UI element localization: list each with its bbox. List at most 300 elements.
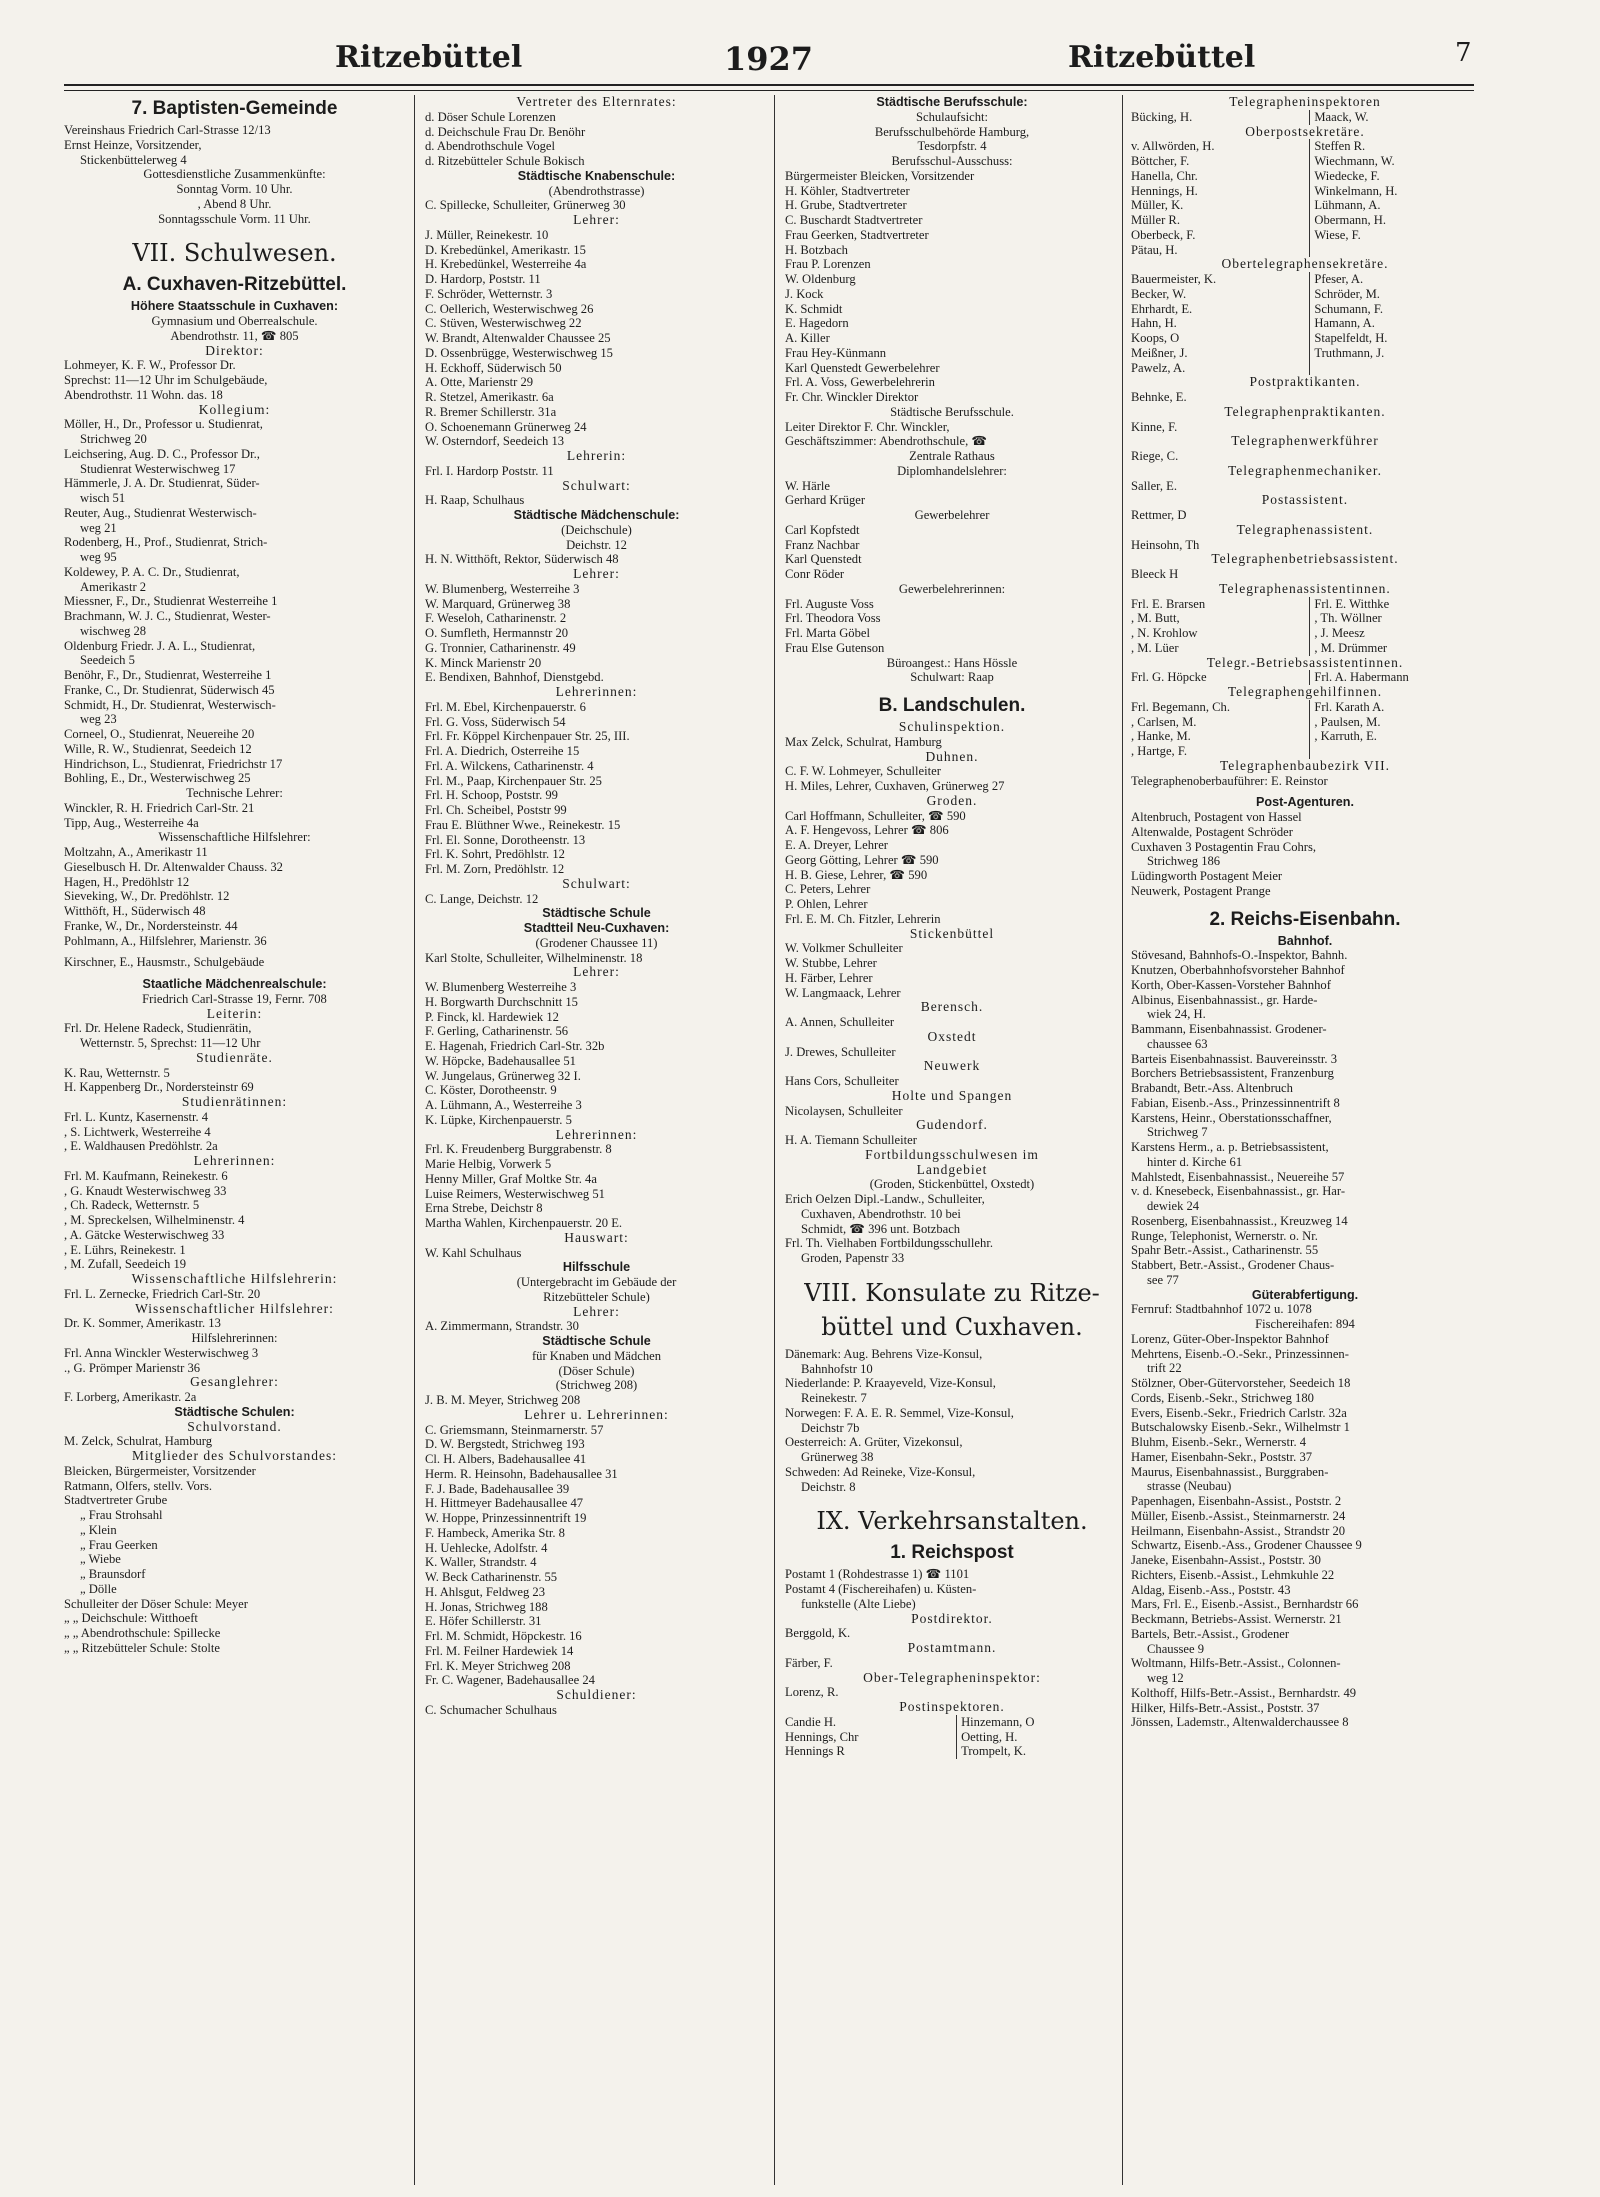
text-line: hinter d. Kirche 61 xyxy=(1147,1154,1243,1169)
text-line: C. Köster, Dorotheenstr. 9 xyxy=(425,1083,557,1098)
two-column-entry xyxy=(1131,169,1479,184)
text-line: Stadtvertreter Grube xyxy=(64,1493,168,1508)
chapter-heading: VIII. Konsulate zu Ritze- xyxy=(804,1278,1100,1307)
spacer xyxy=(64,948,405,955)
two-column-entry xyxy=(1131,213,1479,228)
text-line: Butschalowsky Eisenb.-Sekr., Wilhelmstr 1 xyxy=(1131,1420,1350,1435)
text-line: C. Stüven, Westerwischweg 22 xyxy=(425,316,582,331)
two-column-entry xyxy=(1131,700,1479,715)
text-line: E. Höfer Schillerstr. 31 xyxy=(425,1614,542,1629)
text-line: F. Hambeck, Amerika Str. 8 xyxy=(425,1525,565,1540)
text-line: Franke, C., Dr. Studienrat, Süderwisch 45 xyxy=(64,682,275,697)
text-line: C. Spillecke, Schulleiter, Grünerweg 30 xyxy=(425,198,626,213)
text-line: Frl. Theodora Voss xyxy=(785,611,881,626)
text-line: Strichweg 7 xyxy=(1147,1125,1208,1140)
text-line: H. Krebedünkel, Westerreihe 4a xyxy=(425,257,587,272)
entry-left: Ehrhardt, E. xyxy=(1131,301,1193,316)
entry-left: Koops, O xyxy=(1131,331,1180,345)
entry-left: Müller R. xyxy=(1131,213,1180,227)
role-heading: Groden. xyxy=(926,792,978,808)
text-line: Frl. G. Voss, Süderwisch 54 xyxy=(425,714,566,729)
text-line: Cords, Eisenb.-Sekr., Strichweg 180 xyxy=(1131,1390,1314,1405)
section-heading: A. Cuxhaven-Ritzebüttel. xyxy=(122,274,347,296)
chapter-heading: büttel und Cuxhaven. xyxy=(821,1312,1083,1341)
text-line: , M. Zufall, Seedeich 19 xyxy=(64,1257,187,1272)
text-line: O. Schoenemann Grünerweg 24 xyxy=(425,419,587,434)
text-line: „ „ Ritzebütteler Schule: Stolte xyxy=(64,1640,220,1655)
subsection-heading: Städtische Schule xyxy=(542,1334,651,1348)
entry-right: Winkelmann, H. xyxy=(1309,184,1479,199)
entry-left: Bauermeister, K. xyxy=(1131,272,1217,286)
text-line: Sprechst: 11—12 Uhr im Schulgebäude, xyxy=(64,373,268,387)
text-line: Hamer, Eisenbahn-Sekr., Poststr. 37 xyxy=(1131,1449,1313,1464)
text-line: Studienrat Westerwischweg 17 xyxy=(80,461,236,476)
text-line: Heilmann, Eisenbahn-Assist., Strandstr 20 xyxy=(1131,1523,1346,1538)
text-line: Lorenz, Güter-Ober-Inspektor Bahnhof xyxy=(1131,1331,1329,1346)
text-line: Gieselbusch H. Dr. Altenwalder Chauss. 32 xyxy=(64,859,283,874)
text-line: Frl. Th. Vielhaben Fortbildungsschullehr. xyxy=(785,1236,993,1251)
text-line: Frl. M. Ebel, Kirchenpauerstr. 6 xyxy=(425,699,586,714)
text-line: Stickenbüttelerweg 4 xyxy=(80,152,187,167)
text-line: P. Ohlen, Lehrer xyxy=(785,897,868,911)
entry-right: Lühmann, A. xyxy=(1309,198,1479,213)
role-heading: Kollegium: xyxy=(198,401,271,417)
text-line: Frl. L. Zernecke, Friedrich Carl-Str. 20 xyxy=(64,1286,261,1301)
role-heading: Postdirektor. xyxy=(911,1610,993,1626)
text-line: Kirschner, E., Hausmstr., Schulgebäude xyxy=(64,955,265,970)
two-column-entry xyxy=(1131,139,1479,154)
text-line: Bürgermeister Bleicken, Vorsitzender xyxy=(785,168,975,183)
text-line: Cl. H. Albers, Badehausallee 41 xyxy=(425,1452,587,1466)
text-line: weg 95 xyxy=(80,550,117,564)
text-line: H. N. Witthöft, Rektor, Süderwisch 48 xyxy=(425,552,619,567)
role-heading: Telegraphenpraktikanten. xyxy=(1224,403,1386,419)
text-line: Frl. H. Schoop, Poststr. 99 xyxy=(425,788,558,803)
text-line: Winckler, R. H. Friedrich Carl-Str. 21 xyxy=(64,800,255,815)
text-line: Carl Hoffmann, Schulleiter, ☎ 590 xyxy=(785,808,966,823)
text-line: Wetternstr. 5, Sprechst: 11—12 Uhr xyxy=(80,1036,261,1050)
text-line: Cuxhaven 3 Postagentin Frau Cohrs, xyxy=(1131,839,1317,854)
role-heading: Mitglieder des Schulvorstandes: xyxy=(132,1448,337,1463)
entry-left: Frl. Begemann, Ch. xyxy=(1131,699,1230,714)
text-line: Runge, Telephonist, Wernerstr. o. Nr. xyxy=(1131,1228,1318,1243)
role-heading: Telegraphenbetriebsassistent. xyxy=(1211,551,1399,567)
role-heading: Wissenschaftliche Hilfslehrerin: xyxy=(131,1271,338,1286)
page-header xyxy=(0,0,1600,96)
role-heading: Oberpostsekretäre. xyxy=(1245,123,1365,139)
text-line: weg 12 xyxy=(1147,1671,1184,1685)
text-line: , Ch. Radeck, Wetternstr. 5 xyxy=(64,1198,200,1213)
text-line: W. Oldenburg xyxy=(785,272,856,286)
text-line: Mehrtens, Eisenb.-O.-Sekr., Prinzessinnen- xyxy=(1131,1346,1349,1361)
text-line: Martha Wahlen, Kirchenpauerstr. 20 E. xyxy=(425,1216,623,1230)
text-line: Karstens, Heinr., Oberstationsschaffner, xyxy=(1131,1110,1332,1125)
entry-left: , Hanke, M. xyxy=(1131,729,1191,744)
role-heading: Lehrer: xyxy=(573,1303,620,1319)
text-line: Frau E. Blüthner Wwe., Reinekestr. 15 xyxy=(425,817,621,832)
entry-left: v. Allwörden, H. xyxy=(1131,139,1215,154)
entry-right: Schröder, M. xyxy=(1309,287,1479,302)
text-line: Heinsohn, Th xyxy=(1131,537,1200,552)
entry-right: Wiechmann, W. xyxy=(1309,154,1479,169)
text-line: Georg Götting, Lehrer ☎ 590 xyxy=(785,852,939,867)
text-line: W. Volkmer Schulleiter xyxy=(785,941,903,956)
entry-left: Hennings R xyxy=(785,1744,845,1759)
text-line: Deichstr 7b xyxy=(801,1420,860,1435)
text-line: H. Uehlecke, Adolfstr. 4 xyxy=(425,1540,548,1555)
text-line: Franz Nachbar xyxy=(785,537,860,552)
text-line: „ Frau Strohsahl xyxy=(80,1508,163,1522)
text-line: d. Ritzebütteler Schule Bokisch xyxy=(425,154,585,168)
text-line: Frl. M. Zorn, Predöhlstr. 12 xyxy=(425,862,565,876)
text-line: H. A. Tiemann Schulleiter xyxy=(785,1133,917,1147)
entry-right: Schumann, F. xyxy=(1309,302,1479,317)
spacer xyxy=(785,1494,1119,1501)
text-line: Nicolaysen, Schulleiter xyxy=(785,1103,903,1118)
entry-right: , J. Meesz xyxy=(1309,626,1479,641)
text-line: F. Gerling, Catharinenstr. 56 xyxy=(425,1024,569,1039)
text-line: wisch 51 xyxy=(80,491,126,505)
two-column-entry xyxy=(1131,184,1479,199)
text-line: D. Hardorp, Poststr. 11 xyxy=(425,272,541,286)
role-heading: Lehrerinnen: xyxy=(193,1153,276,1168)
text-line: W. Stubbe, Lehrer xyxy=(785,956,877,970)
text-line: Frl. Anna Winckler Westerwischweg 3 xyxy=(64,1345,259,1360)
text-line: , S. Lichtwerk, Westerreihe 4 xyxy=(64,1124,211,1139)
page-number: 7 xyxy=(1455,38,1472,68)
entry-left: , N. Krohlow xyxy=(1131,626,1198,640)
two-column-entry xyxy=(785,1730,1119,1745)
text-line: „ Wiebe xyxy=(80,1552,121,1567)
text-line: Sieveking, W., Dr. Predöhlstr. 12 xyxy=(64,889,230,904)
text-line: Färber, F. xyxy=(785,1655,833,1670)
text-line: Jönssen, Lademstr., Altenwalderchaussee 8 xyxy=(1131,1715,1349,1730)
text-line: H. Raap, Schulhaus xyxy=(425,493,525,508)
text-line: Frl. M. Feilner Hardewiek 14 xyxy=(425,1643,574,1658)
text-line: d. Abendrothschule Vogel xyxy=(425,139,556,154)
text-line: „ „ Deichschule: Witthoeft xyxy=(64,1611,198,1626)
text-line: D. W. Bergstedt, Strichweg 193 xyxy=(425,1437,585,1452)
text-line: „ Braunsdorf xyxy=(80,1567,146,1581)
entry-left: , M. Butt, xyxy=(1131,611,1180,626)
role-heading: Telegraphenbaubezirk VII. xyxy=(1220,757,1390,773)
text-line: Sonntag Vorm. 10 Uhr. xyxy=(176,182,293,196)
text-line: Frl. A. Voss, Gewerbelehrerin xyxy=(785,375,935,390)
entry-left: Frl. E. Brarsen xyxy=(1131,596,1206,611)
text-line: „ Dölle xyxy=(80,1581,117,1596)
text-line: Schwartz, Eisenb.-Ass., Grodener Chaussee 9 xyxy=(1131,1538,1362,1553)
role-heading: Telegr.-Betriebsassistentinnen. xyxy=(1206,654,1404,670)
two-column-entry xyxy=(1131,287,1479,302)
role-heading: Postinspektoren. xyxy=(899,1699,1005,1714)
text-line: wischweg 28 xyxy=(80,623,147,638)
header-year: 1927 xyxy=(724,40,814,78)
text-line: wiek 24, H. xyxy=(1147,1007,1206,1022)
role-heading: Wissenschaftlicher Hilfslehrer: xyxy=(135,1300,334,1316)
role-heading: Studienräte. xyxy=(196,1049,273,1065)
text-line: Marie Helbig, Vorwerk 5 xyxy=(425,1157,552,1171)
spacer xyxy=(785,685,1119,692)
text-line: Fabian, Eisenb.-Ass., Prinzessinnentrift 8 xyxy=(1131,1095,1340,1110)
role-heading: Lehrer: xyxy=(573,212,620,227)
section-heading: 2. Reichs-Eisenbahn. xyxy=(1209,908,1401,930)
text-line: Frl. K. Freudenberg Burggrabenstr. 8 xyxy=(425,1142,612,1157)
text-line: Gewerbelehrer xyxy=(914,508,990,522)
entry-right: Obermann, H. xyxy=(1309,213,1479,228)
text-line: Karstens Herm., a. p. Betriebsassistent, xyxy=(1131,1140,1329,1154)
text-line: J. Müller, Reinekestr. 10 xyxy=(425,227,549,242)
text-line: Abendrothstr. 11, ☎ 805 xyxy=(170,328,299,343)
two-column-entry xyxy=(1131,243,1479,258)
subsection-heading: Güterabfertigung. xyxy=(1251,1287,1359,1302)
entry-right: Hamann, A. xyxy=(1309,316,1479,331)
role-heading: Schulwart: xyxy=(562,875,631,891)
two-column-entry xyxy=(1131,715,1479,730)
text-line: R. Bremer Schillerstr. 31a xyxy=(425,404,557,419)
text-line: Luise Reimers, Westerwischweg 51 xyxy=(425,1186,605,1201)
two-column-entry xyxy=(1131,302,1479,317)
subsection-heading: Städtische Berufsschule: xyxy=(876,95,1028,109)
two-column-entry xyxy=(1131,641,1479,656)
text-line: Beckmann, Betriebs-Assist. Wernerstr. 21 xyxy=(1131,1612,1342,1626)
text-line: Schmidt, ☎ 396 unt. Botzbach xyxy=(801,1221,961,1236)
text-line: Gerhard Krüger xyxy=(785,493,866,508)
subsection-heading: Staatliche Mädchenrealschule: xyxy=(142,977,327,991)
text-line: Stabbert, Betr.-Assist., Grodener Chaus- xyxy=(1131,1258,1335,1272)
text-line: Frl. E. M. Ch. Fitzler, Lehrerin xyxy=(785,911,941,926)
text-line: Miessner, F., Dr., Studienrat Westerreihe 1 xyxy=(64,594,278,609)
entry-right: Truthmann, J. xyxy=(1309,346,1479,361)
text-line: Frl. M., Paap, Kirchenpauer Str. 25 xyxy=(425,773,602,788)
text-line: Frl. El. Sonne, Dorotheenstr. 13 xyxy=(425,832,586,847)
text-line: Mahlstedt, Eisenbahnassist., Neuereihe 57 xyxy=(1131,1169,1345,1184)
text-line: Frl. K. Meyer Strichweg 208 xyxy=(425,1658,571,1673)
text-line: Bleicken, Bürgermeister, Vorsitzender xyxy=(64,1463,256,1478)
text-line: K. Rau, Wetternstr. 5 xyxy=(64,1065,170,1080)
text-line: Maurus, Eisenbahnassist., Burggraben- xyxy=(1131,1464,1329,1479)
text-line: Kinne, F. xyxy=(1131,419,1178,434)
text-line: W. Blumenberg, Westerreihe 3 xyxy=(425,581,580,596)
text-line: H. Eckhoff, Süderwisch 50 xyxy=(425,360,562,375)
two-column-entry xyxy=(1131,670,1479,685)
text-line: W. Hoppe, Prinzessinnentrift 19 xyxy=(425,1511,587,1525)
text-line: Cuxhaven, Abendrothstr. 10 bei xyxy=(801,1206,961,1221)
two-column-entry xyxy=(1131,626,1479,641)
entry-right: , Paulsen, M. xyxy=(1309,715,1479,730)
role-heading: Lehrerinnen: xyxy=(555,1126,638,1142)
text-line: (Grodener Chaussee 11) xyxy=(535,935,658,950)
entry-right xyxy=(1309,744,1479,759)
text-line: Tipp, Aug., Westerreihe 4a xyxy=(64,815,199,830)
text-line: (Deichschule) xyxy=(561,522,632,537)
role-heading: Schuldiener: xyxy=(556,1687,637,1702)
text-line: trift 22 xyxy=(1147,1361,1182,1376)
text-line: Groden, Papenstr 33 xyxy=(801,1251,905,1265)
text-line: Neuwerk, Postagent Prange xyxy=(1131,883,1271,898)
text-line: Schmidt, H., Dr. Studienrat, Westerwisch- xyxy=(64,697,276,712)
text-line: Bluhm, Eisenb.-Sekr., Wernerstr. 4 xyxy=(1131,1435,1307,1449)
text-line: Lorenz, R. xyxy=(785,1685,839,1700)
entry-right: Frl. E. Witthke xyxy=(1309,597,1479,612)
text-line: „ Klein xyxy=(80,1522,117,1537)
role-heading: Landgebiet xyxy=(916,1161,988,1177)
text-line: dewiek 24 xyxy=(1147,1199,1200,1213)
subsection-heading: Hilfsschule xyxy=(562,1260,631,1275)
entry-right: Wiese, F. xyxy=(1309,228,1479,243)
text-line: Koldewey, P. A. C. Dr., Studienrat, xyxy=(64,564,240,579)
entry-left: Hahn, H. xyxy=(1131,316,1177,331)
text-line: „ „ Abendrothschule: Spillecke xyxy=(64,1626,221,1640)
text-line: Ernst Heinze, Vorsitzender, xyxy=(64,137,202,152)
text-line: Frau Geerken, Stadtvertreter xyxy=(785,227,929,242)
text-line: Rosenberg, Eisenbahnassist., Kreuzweg 14 xyxy=(1131,1213,1348,1228)
text-line: Borchers Betriebsassistent, Franzenburg xyxy=(1131,1066,1334,1081)
text-line: Richters, Eisenb.-Assist., Lehmkuhle 22 xyxy=(1131,1567,1335,1582)
text-line: (Groden, Stickenbüttel, Oxstedt) xyxy=(869,1177,1035,1192)
entry-left: , Hartge, F. xyxy=(1131,744,1188,758)
spacer xyxy=(1131,899,1479,906)
chapter-heading: VII. Schulwesen. xyxy=(132,239,337,268)
text-line: Stölzner, Ober-Gütervorsteher, Seedeich 18 xyxy=(1131,1376,1351,1390)
text-line: W. Kahl Schulhaus xyxy=(425,1245,522,1260)
text-line: , M. Spreckelsen, Wilhelminenstr. 4 xyxy=(64,1213,245,1227)
text-line: Gottesdienstliche Zusammenkünfte: xyxy=(143,167,326,182)
text-line: D. Krebedünkel, Amerikastr. 15 xyxy=(425,242,586,257)
entry-left: Candie H. xyxy=(785,1714,837,1729)
text-line: Büroangest.: Hans Hössle xyxy=(886,655,1018,670)
text-line: chaussee 63 xyxy=(1147,1036,1208,1051)
text-line: Oesterreich: A. Grüter, Vizekonsul, xyxy=(785,1435,963,1450)
text-line: Müller, Eisenb.-Assist., Steinmarnerstr. 24 xyxy=(1131,1508,1346,1523)
text-line: W. Beck Catharinenstr. 55 xyxy=(425,1570,558,1584)
text-line: Fischereihafen: 894 xyxy=(1255,1317,1355,1331)
role-heading: Ober-Telegrapheninspektor: xyxy=(863,1669,1041,1685)
text-line: W. Marquard, Grünerweg 38 xyxy=(425,596,571,611)
text-line: G. Tronnier, Catharinenstr. 49 xyxy=(425,640,576,655)
text-line: H. Grube, Stadtvertreter xyxy=(785,198,907,213)
text-line: W. Jungelaus, Grünerweg 32 I. xyxy=(425,1068,581,1083)
text-line: W. Härle xyxy=(785,478,830,493)
text-line: Behnke, E. xyxy=(1131,390,1187,404)
text-line: Fr. Chr. Winckler Direktor xyxy=(785,390,919,404)
text-line: d. Döser Schule Lorenzen xyxy=(425,109,556,124)
text-line: Spahr Betr.-Assist., Catharinenstr. 55 xyxy=(1131,1243,1319,1258)
text-line: Möller, H., Dr., Professor u. Studienrat, xyxy=(64,417,263,432)
text-line: Barteis Eisenbahnassist. Bauvereinsstr. 3 xyxy=(1131,1051,1338,1066)
two-column-entry xyxy=(1131,729,1479,744)
text-line: Franke, W., Dr., Nordersteinstr. 44 xyxy=(64,918,238,933)
section-heading: 1. Reichspost xyxy=(890,1542,1014,1564)
text-line: Riege, C. xyxy=(1131,449,1179,463)
text-line: H. Miles, Lehrer, Cuxhaven, Grünerweg 27 xyxy=(785,779,1005,793)
text-line: A. Zimmermann, Strandstr. 30 xyxy=(425,1319,579,1334)
two-column-entry xyxy=(785,1715,1119,1730)
entry-left: Frl. G. Höpcke xyxy=(1131,670,1207,685)
text-line: Strichweg 20 xyxy=(80,432,147,446)
text-line: , E. Lührs, Reinekestr. 1 xyxy=(64,1242,186,1257)
two-column-entry xyxy=(1131,272,1479,287)
text-line: Grünerweg 38 xyxy=(801,1450,874,1464)
entry-left: Böttcher, F. xyxy=(1131,154,1190,168)
text-line: Aldag, Eisenb.-Ass., Poststr. 43 xyxy=(1131,1582,1291,1597)
role-heading: Schulwart: xyxy=(562,477,631,493)
text-line: ., G. Prömper Marienstr 36 xyxy=(64,1360,201,1375)
text-line: Wille, R. W., Studienrat, Seedeich 12 xyxy=(64,741,252,756)
role-heading: Lehrer: xyxy=(573,964,620,980)
header-left-title: Ritzebüttel xyxy=(335,40,523,75)
role-heading: Holte und Spangen xyxy=(891,1087,1013,1103)
text-line: Technische Lehrer: xyxy=(186,786,283,800)
entry-left: Meißner, J. xyxy=(1131,345,1188,360)
text-line: Herm. R. Heinsohn, Badehausallee 31 xyxy=(425,1466,618,1481)
text-line: Karl Stolte, Schulleiter, Wilhelminenstr. 18 xyxy=(425,950,643,965)
text-line: Bohling, E., Dr., Westerwischweg 25 xyxy=(64,771,251,786)
text-line: Hagen, H., Predöhlstr 12 xyxy=(64,874,190,889)
entry-left: Oberbeck, F. xyxy=(1131,227,1196,242)
entry-right: , Karruth, E. xyxy=(1309,729,1479,744)
text-line: Schweden: Ad Reineke, Vize-Konsul, xyxy=(785,1464,976,1479)
text-line: Frl. A. Wilckens, Catharinenstr. 4 xyxy=(425,758,594,773)
entry-left: Hennings, Chr xyxy=(785,1729,859,1744)
text-line: weg 21 xyxy=(80,520,117,535)
text-line: Stövesand, Bahnhofs-O.-Inspektor, Bahnh. xyxy=(1131,948,1348,963)
text-line: H. Botzbach xyxy=(785,242,848,257)
entry-left: Becker, W. xyxy=(1131,286,1187,301)
spacer xyxy=(64,970,405,977)
text-line: Bahnhofstr 10 xyxy=(801,1361,873,1376)
subsection-heading: Städtische Schulen: xyxy=(174,1404,295,1419)
text-line: Mars, Frl. E., Eisenb.-Assist., Bernhardstr 66 xyxy=(1131,1597,1359,1612)
text-line: Frl. Ch. Scheibel, Poststr 99 xyxy=(425,803,567,817)
text-line: K. Minck Marienstr 20 xyxy=(425,655,542,670)
column-divider xyxy=(774,95,775,2185)
column-1 xyxy=(64,95,411,2185)
entry-left: Pawelz, A. xyxy=(1131,360,1186,375)
text-line: E. Hagedorn xyxy=(785,316,849,331)
text-line: Oldenburg Friedr. J. A. L., Studienrat, xyxy=(64,638,256,653)
text-line: Reuter, Aug., Studienrat Westerwisch- xyxy=(64,505,257,520)
text-line: Hans Cors, Schulleiter xyxy=(785,1074,899,1088)
text-line: Gewerbelehrerinnen: xyxy=(898,581,1006,596)
role-heading: Telegraphenmechaniker. xyxy=(1227,462,1383,478)
text-line: Janeke, Eisenbahn-Assist., Poststr. 30 xyxy=(1131,1553,1321,1567)
text-line: Bartels, Betr.-Assist., Grodener xyxy=(1131,1626,1290,1641)
text-line: Papenhagen, Eisenbahn-Assist., Poststr. 2 xyxy=(1131,1494,1342,1508)
entry-right: Frl. Karath A. xyxy=(1309,700,1479,715)
text-line: Bleeck H xyxy=(1131,567,1179,581)
text-line: Frl. Marta Göbel xyxy=(785,626,870,640)
text-line: Wissenschaftliche Hilfslehrer: xyxy=(158,830,311,845)
entry-right: Pfeser, A. xyxy=(1309,272,1479,287)
entry-left: Hennings, H. xyxy=(1131,183,1198,198)
text-line: Frau Hey-Künmann xyxy=(785,345,887,360)
text-line: Korth, Ober-Kassen-Vorsteher Bahnhof xyxy=(1131,977,1331,992)
text-line: Frau Else Gutenson xyxy=(785,640,885,655)
text-line: , Abend 8 Uhr. xyxy=(197,196,272,211)
two-column-entry xyxy=(1131,597,1479,612)
text-line: Rettmer, D xyxy=(1131,508,1187,522)
text-line: A. Otte, Marienstr 29 xyxy=(425,375,534,390)
two-column-entry xyxy=(1131,228,1479,243)
text-line: Rodenberg, H., Prof., Studienrat, Strich- xyxy=(64,535,268,550)
subsection-heading: Stadtteil Neu-Cuxhaven: xyxy=(523,921,670,935)
two-column-entry xyxy=(1131,198,1479,213)
text-line: Sonntagsschule Vorm. 11 Uhr. xyxy=(158,211,311,226)
text-line: W. Langmaack, Lehrer xyxy=(785,985,901,1000)
text-line: A. Lühmann, A., Westerreihe 3 xyxy=(425,1098,582,1112)
text-line: Seedeich 5 xyxy=(80,653,135,668)
role-heading: Schulvorstand. xyxy=(187,1418,282,1434)
